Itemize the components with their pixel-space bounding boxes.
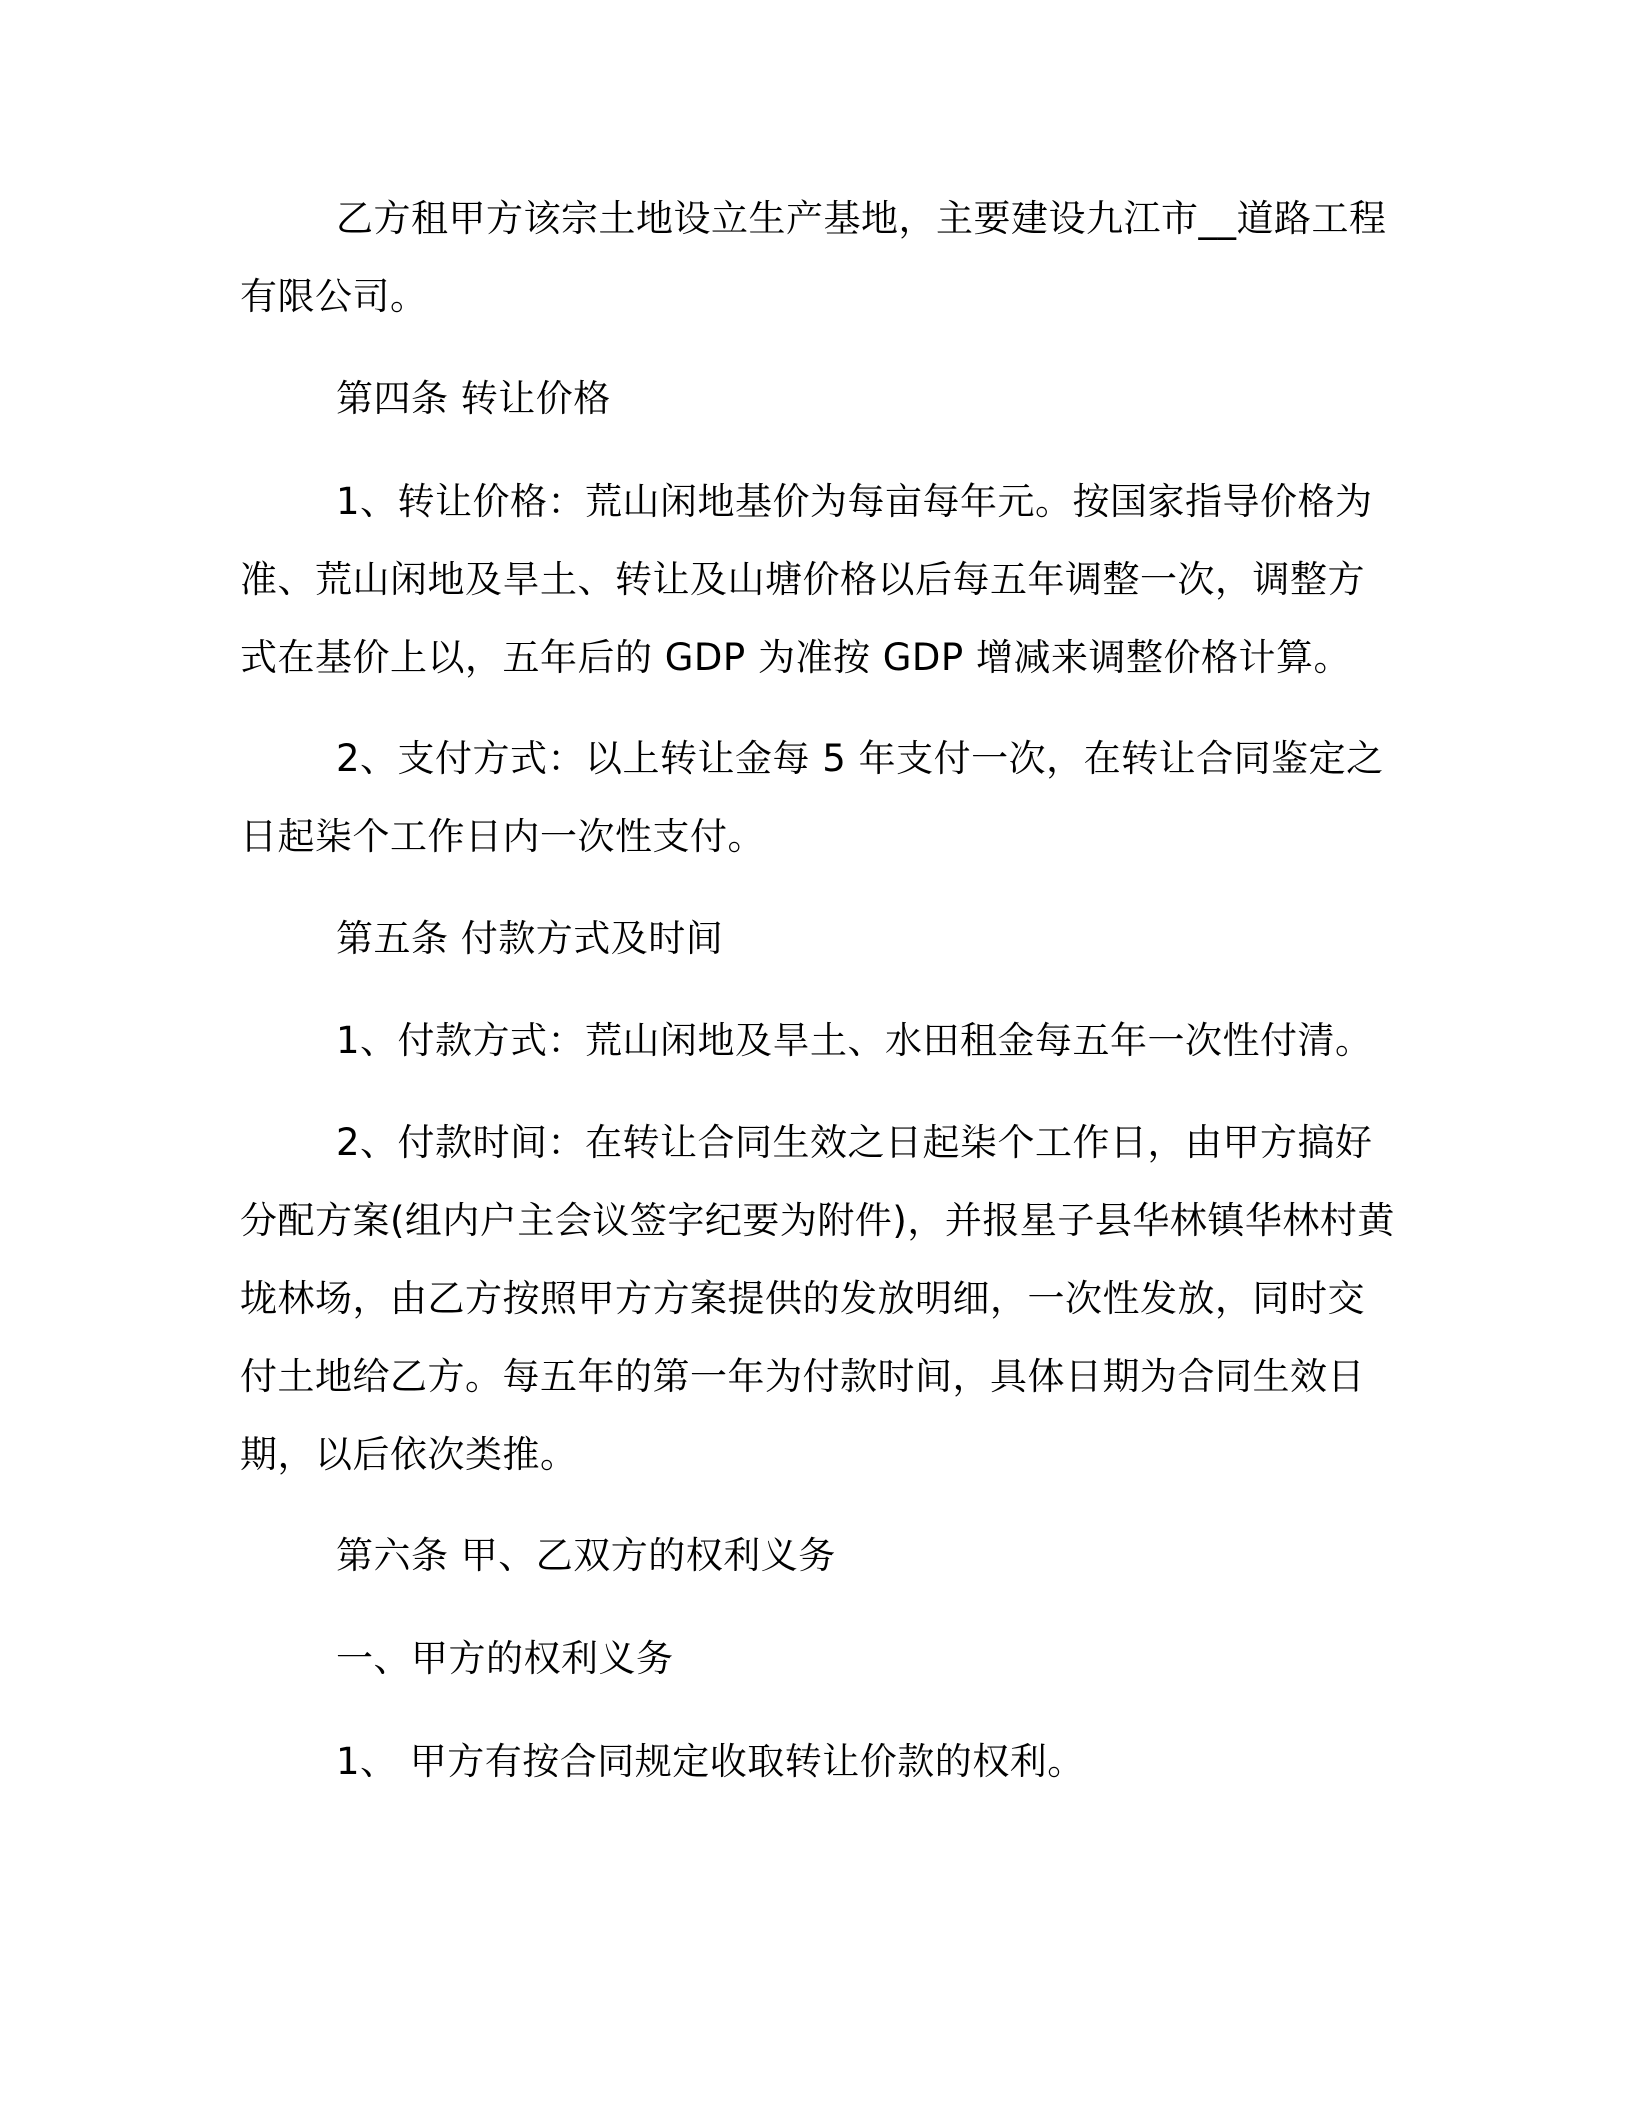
paragraph-payment-type [240,1002,1390,1080]
heading-text: 一、甲方的权利义务 [336,1637,674,1680]
text-line: 分配方案(组内户主会议签字纪要为附件)，并报星子县华林镇华林村黄 [240,1199,1395,1242]
paragraph-payment-time [240,1104,1395,1494]
heading-text: 第六条 甲、乙双方的权利义务 [336,1534,836,1577]
paragraph-lease-purpose [240,180,1390,336]
text-line: 期，以后依次类推。 [240,1433,578,1476]
text-line: 乙方租甲方该宗土地设立生产基地，主要建设九江市__道路工程 [336,197,1387,240]
text-line: 2、付款时间：在转让合同生效之日起柒个工作日，由甲方搞好 [336,1121,1373,1164]
text-line: 垅林场，由乙方按照甲方方案提供的发放明细，一次性发放，同时交 [240,1277,1365,1320]
article-6-heading [240,1517,1390,1595]
text-line: 1、转让价格：荒山闲地基价为每亩每年元。按国家指导价格为 [336,480,1373,523]
paragraph-party-a-right-1 [240,1723,1390,1801]
text-line: 1、付款方式：荒山闲地及旱土、水田租金每五年一次性付清。 [336,1019,1373,1062]
article-5-heading [240,900,1390,978]
article-4-heading [240,360,1390,438]
text-line: 2、支付方式：以上转让金每 5 年支付一次，在转让合同鉴定之 [336,737,1384,780]
paragraph-transfer-price [240,463,1390,697]
text-line: 付土地给乙方。每五年的第一年为付款时间，具体日期为合同生效日 [240,1355,1365,1398]
heading-text: 第四条 转让价格 [336,377,611,420]
text-line: 准、荒山闲地及旱土、转让及山塘价格以后每五年调整一次，调整方 [240,558,1365,601]
text-line: 有限公司。 [240,275,428,318]
text-line: 日起柒个工作日内一次性支付。 [240,815,765,858]
text-line: 1、 甲方有按合同规定收取转让价款的权利。 [336,1740,1085,1783]
heading-text: 第五条 付款方式及时间 [336,917,724,960]
paragraph-payment-method [240,720,1390,876]
party-a-rights-heading [240,1620,1390,1698]
text-line: 式在基价上以，五年后的 GDP 为准按 GDP 增减来调整价格计算。 [240,636,1351,679]
